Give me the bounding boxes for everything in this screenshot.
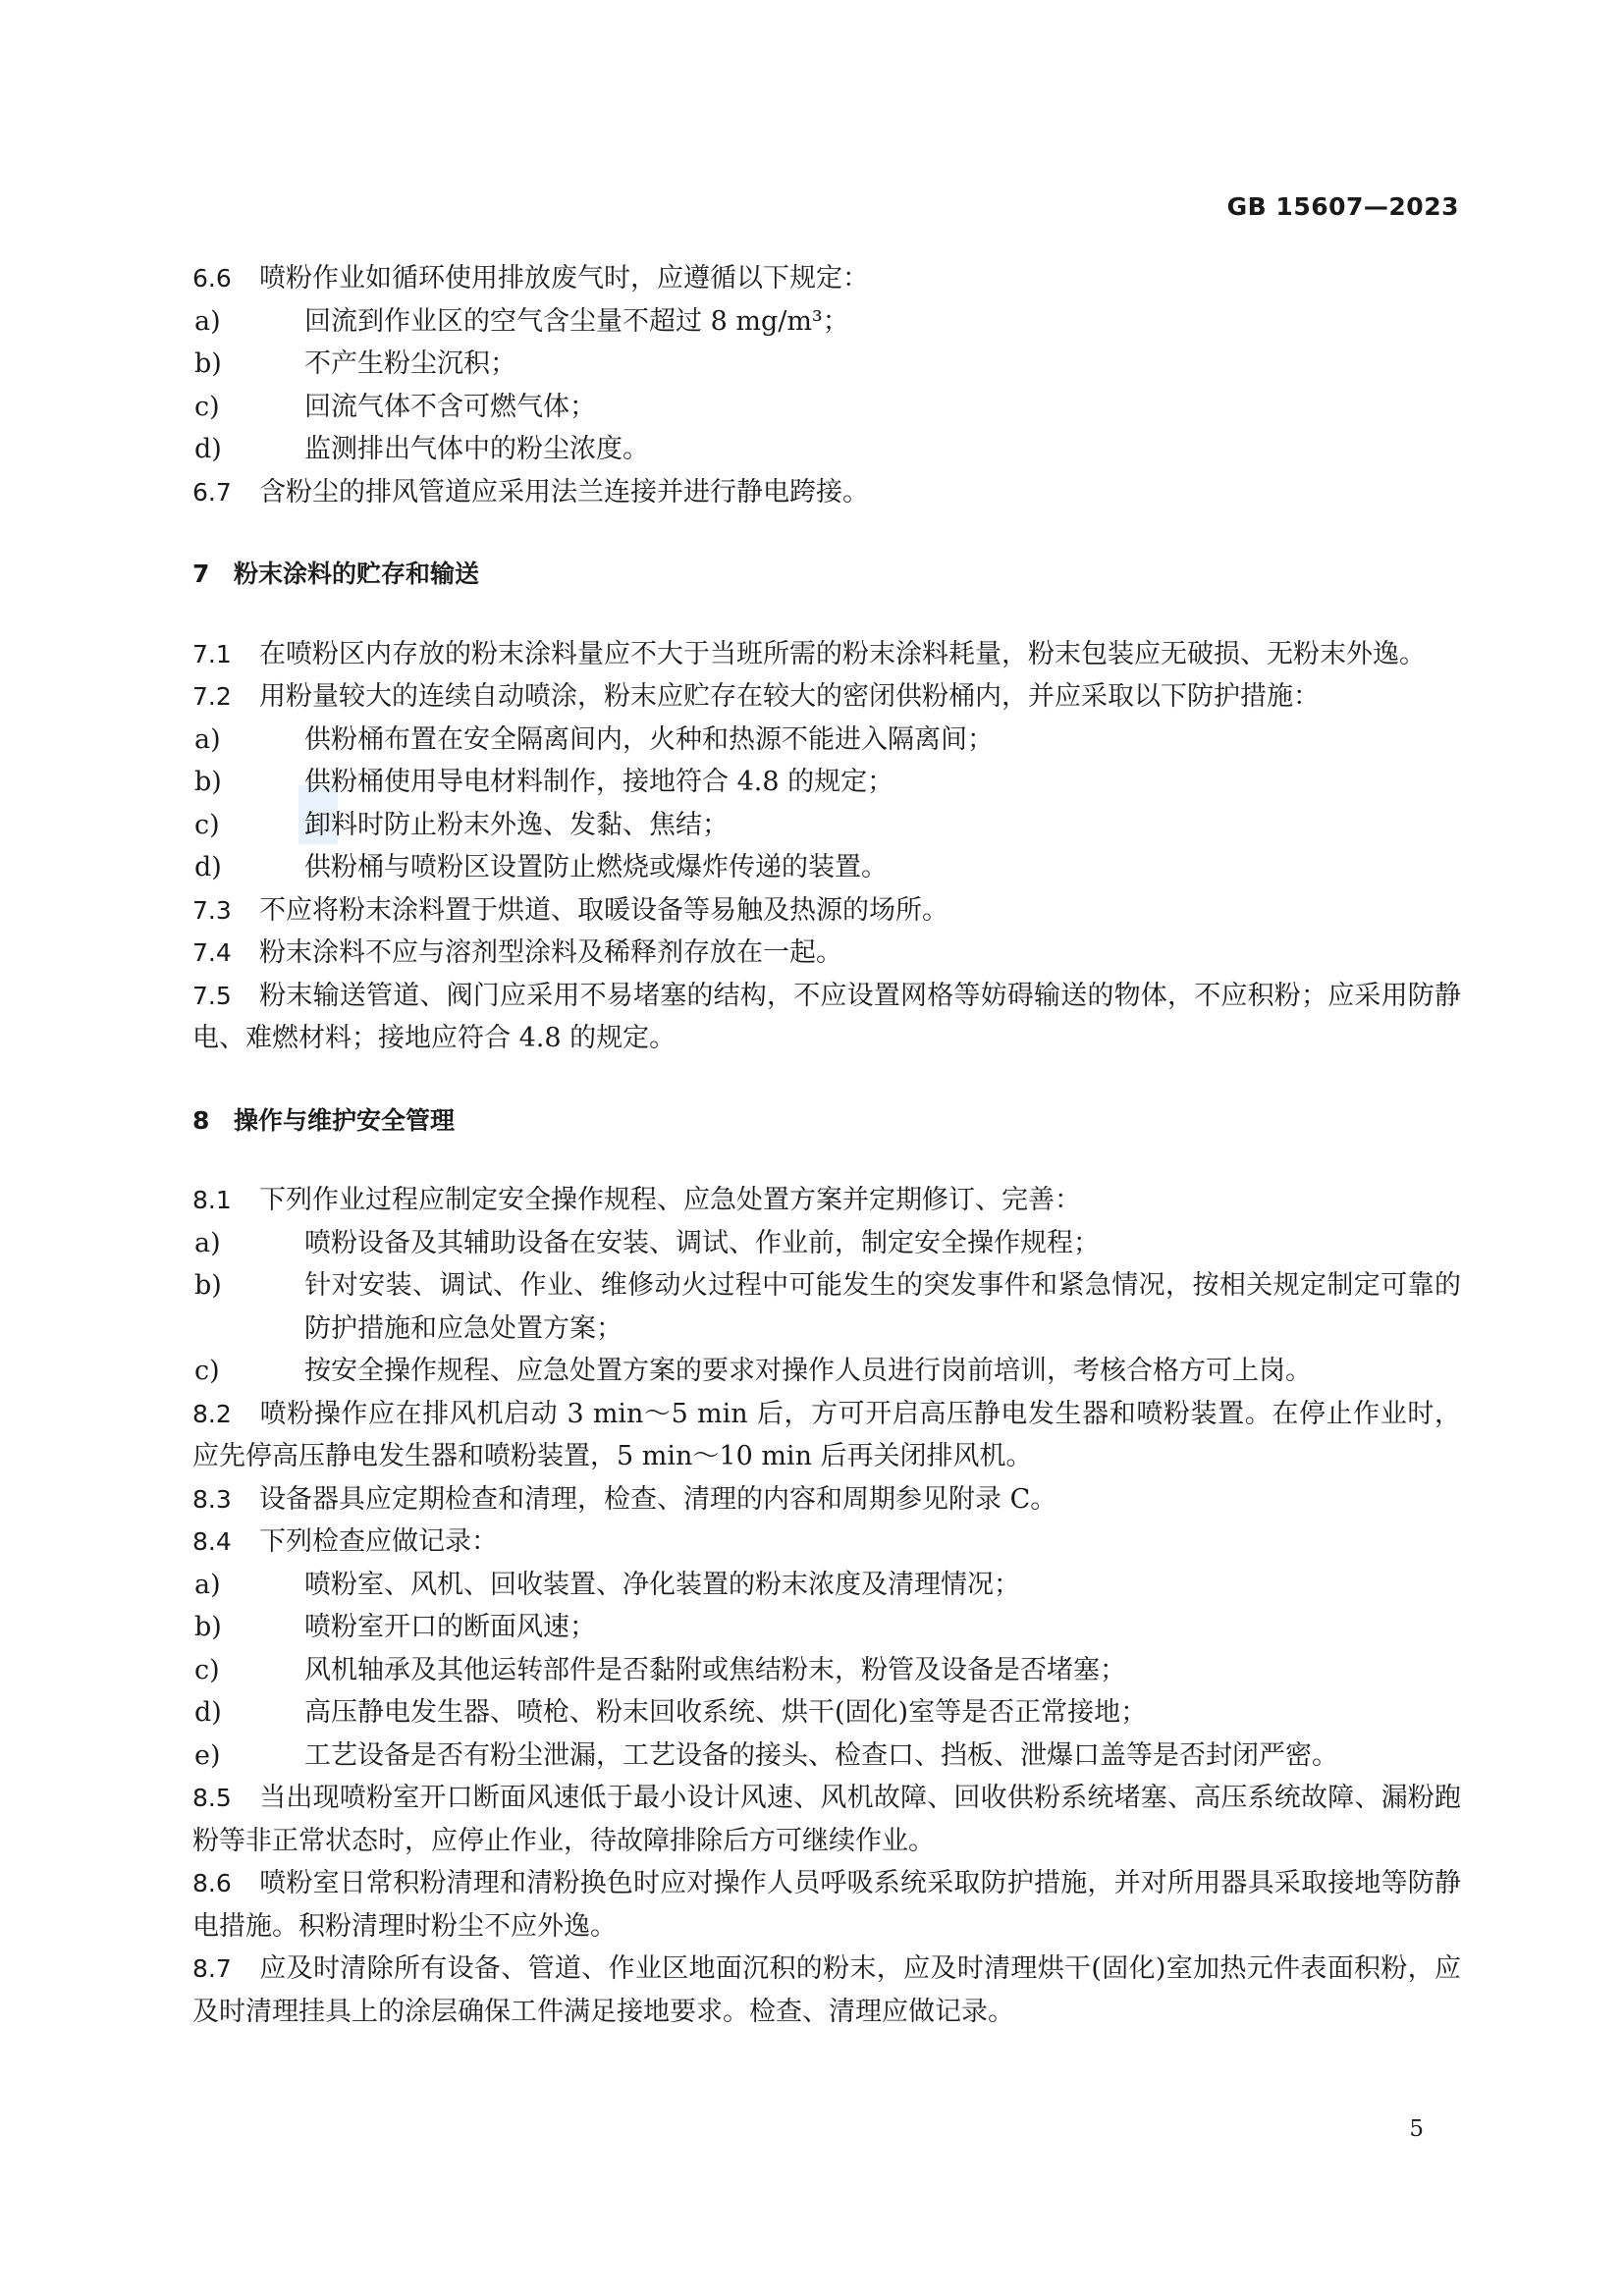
clause-number: 8.5 xyxy=(192,1784,232,1812)
list-item-label: b) xyxy=(194,767,222,797)
clause-number: 8.3 xyxy=(192,1484,232,1514)
page-number: 5 xyxy=(1409,2116,1424,2142)
clause-number: 7.1 xyxy=(192,639,232,668)
list-item-text: 回流到作业区的空气含尘量不超过 8 mg/m³； xyxy=(304,305,849,337)
clause-text: 喷粉操作应在排风机启动 3 min～5 min 后，方可开启高压静电发生器和喷粉装置。在停止作业时，应先停高压静电发生器和喷粉装置，5 min～10 min 后再关闭排风机。 xyxy=(192,1398,1461,1471)
list-item-text: 监测排出气体中的粉尘浓度。 xyxy=(304,434,649,464)
clause-number: 8.7 xyxy=(192,1954,232,1983)
clause-paragraph xyxy=(192,257,1461,300)
clause-text: 在喷粉区内存放的粉末涂料量应不大于当班所需的粉末涂料耗量，粉末包装应无破损、无粉末外逸。 xyxy=(259,638,1426,669)
clause-paragraph xyxy=(192,889,1461,933)
list-item-text: 供粉桶布置在安全隔离间内，火种和热源不能进入隔离间； xyxy=(304,723,994,755)
list-item xyxy=(192,1735,1461,1778)
clause-paragraph xyxy=(192,975,1461,1060)
clause-text: 设备器具应定期检查和清理，检查、清理的内容和周期参见附录 C。 xyxy=(259,1483,1057,1515)
section-heading xyxy=(192,553,1461,596)
document-body xyxy=(192,257,1461,2033)
list-item xyxy=(192,761,1461,804)
list-item xyxy=(192,343,1461,386)
list-item xyxy=(192,300,1461,344)
clause-paragraph xyxy=(192,1393,1461,1478)
list-item xyxy=(192,1222,1461,1265)
list-item-label: d) xyxy=(194,852,222,882)
clause-paragraph xyxy=(192,1948,1461,2033)
list-item-text: 工艺设备是否有粉尘泄漏，工艺设备的接头、检查口、挡板、泄爆口盖等是否封闭严密。 xyxy=(304,1739,1338,1771)
list-item-label: b) xyxy=(194,348,222,379)
clause-text: 喷粉室日常积粉清理和清粉换色时应对操作人员呼吸系统采取防护措施，并对所用器具采取接地等防静电措施。积粉清理时粉尘不应外逸。 xyxy=(192,1868,1461,1942)
list-item-label: b) xyxy=(194,1612,222,1642)
clause-text: 粉末涂料不应与溶剂型涂料及稀释剂存放在一起。 xyxy=(259,937,842,968)
list-item-label: b) xyxy=(194,1270,222,1301)
clause-number: 7.4 xyxy=(192,938,232,967)
list-item xyxy=(192,1649,1461,1692)
section-number: 7 xyxy=(192,560,210,588)
clause-paragraph xyxy=(192,932,1461,975)
clause-number: 8.6 xyxy=(192,1869,232,1897)
list-item xyxy=(192,846,1461,889)
section-number: 8 xyxy=(192,1105,210,1135)
list-item-text: 供粉桶使用导电材料制作，接地符合 4.8 的规定； xyxy=(304,767,894,797)
list-item-text: 风机轴承及其他运转部件是否黏附或焦结粉末，粉管及设备是否堵塞； xyxy=(304,1654,1126,1685)
clause-text: 含粉尘的排风管道应采用法兰连接并进行静电跨接。 xyxy=(259,476,869,507)
list-item-text: 喷粉室、风机、回收装置、净化装置的粉末浓度及清理情况； xyxy=(304,1569,1020,1600)
clause-number: 8.1 xyxy=(192,1186,232,1214)
clause-number: 7.2 xyxy=(192,682,232,711)
clause-text: 不应将粉末涂料置于烘道、取暖设备等易触及热源的场所。 xyxy=(259,894,948,926)
list-item-text: 供粉桶与喷粉区设置防止燃烧或爆炸传递的装置。 xyxy=(304,852,888,882)
list-item-text: 喷粉室开口的断面风速； xyxy=(304,1612,596,1642)
list-item-label: d) xyxy=(194,434,222,464)
list-item xyxy=(192,1350,1461,1393)
clause-text: 当出现喷粉室开口断面风速低于最小设计风速、风机故障、回收供粉系统堵塞、高压系统故障、漏粉跑粉等非正常状态时，应停止作业，待故障排除后方可继续作业。 xyxy=(192,1783,1461,1856)
list-item-label: c) xyxy=(194,1356,220,1386)
list-item-text: 不产生粉尘沉积； xyxy=(304,348,516,379)
list-item-text: 按安全操作规程、应急处置方案的要求对操作人员进行岗前培训，考核合格方可上岗。 xyxy=(304,1356,1312,1386)
list-item xyxy=(192,1691,1461,1735)
clause-number: 6.6 xyxy=(192,264,232,293)
list-item xyxy=(192,386,1461,429)
clause-paragraph xyxy=(192,633,1461,676)
list-item-label: c) xyxy=(194,1654,220,1685)
section-title: 粉末涂料的贮存和输送 xyxy=(234,560,480,588)
clause-paragraph xyxy=(192,1862,1461,1948)
list-item-label: c) xyxy=(194,391,220,422)
list-item-text: 回流气体不含可燃气体； xyxy=(304,391,596,422)
clause-text: 粉末输送管道、阀门应采用不易堵塞的结构，不应设置网格等妨碍输送的物体，不应积粉；应采用防静电、难燃材料；接地应符合 4.8 的规定。 xyxy=(192,980,1461,1053)
clause-number: 6.7 xyxy=(192,477,232,507)
clause-paragraph xyxy=(192,471,1461,514)
list-item-text: 卸料时防止粉末外逸、发黏、焦结； xyxy=(304,809,729,840)
list-item xyxy=(192,719,1461,762)
clause-number: 7.3 xyxy=(192,895,232,925)
clause-paragraph xyxy=(192,675,1461,719)
list-item-text: 喷粉设备及其辅助设备在安装、调试、作业前，制定安全操作规程； xyxy=(304,1227,1100,1258)
list-item-text: 高压静电发生器、喷枪、粉末回收系统、烘干(固化)室等是否正常接地； xyxy=(304,1697,1148,1728)
clause-text: 应及时清除所有设备、管道、作业区地面沉积的粉末，应及时清理烘干(固化)室加热元件表面积粉，应及时清理挂具上的涂层确保工件满足接地要求。检查、清理应做记录。 xyxy=(192,1953,1461,2027)
clause-number: 7.5 xyxy=(192,981,232,1010)
list-item xyxy=(192,1606,1461,1649)
list-item-label: a) xyxy=(194,1227,221,1258)
clause-number: 8.2 xyxy=(192,1399,232,1428)
list-item-text: 针对安装、调试、作业、维修动火过程中可能发生的突发事件和紧急情况，按相关规定制定可靠的防护措施和应急处置方案； xyxy=(304,1270,1461,1344)
clause-text: 喷粉作业如循环使用排放废气时，应遵循以下规定： xyxy=(259,263,869,294)
list-item-label: a) xyxy=(194,305,221,337)
clause-paragraph xyxy=(192,1179,1461,1222)
list-item xyxy=(192,804,1461,847)
standard-code: GB 15607—2023 xyxy=(1226,192,1459,221)
clause-number: 8.4 xyxy=(192,1527,232,1556)
section-title: 操作与维护安全管理 xyxy=(234,1105,456,1135)
clause-paragraph xyxy=(192,1777,1461,1862)
section-heading xyxy=(192,1099,1461,1143)
clause-text: 用粉量较大的连续自动喷涂，粉末应贮存在较大的密闭供粉桶内，并应采取以下防护措施： xyxy=(259,681,1320,712)
clause-text: 下列作业过程应制定安全操作规程、应急处置方案并定期修订、完善： xyxy=(259,1185,1081,1215)
clause-text: 下列检查应做记录： xyxy=(259,1526,498,1557)
list-item-label: c) xyxy=(194,809,220,840)
list-item xyxy=(192,428,1461,471)
list-item-label: a) xyxy=(194,723,221,755)
clause-paragraph xyxy=(192,1478,1461,1522)
list-item-label: d) xyxy=(194,1697,222,1728)
list-item-label: e) xyxy=(194,1739,221,1771)
list-item xyxy=(192,1564,1461,1607)
list-item xyxy=(192,1264,1461,1350)
clause-paragraph xyxy=(192,1521,1461,1564)
list-item-label: a) xyxy=(194,1569,221,1600)
